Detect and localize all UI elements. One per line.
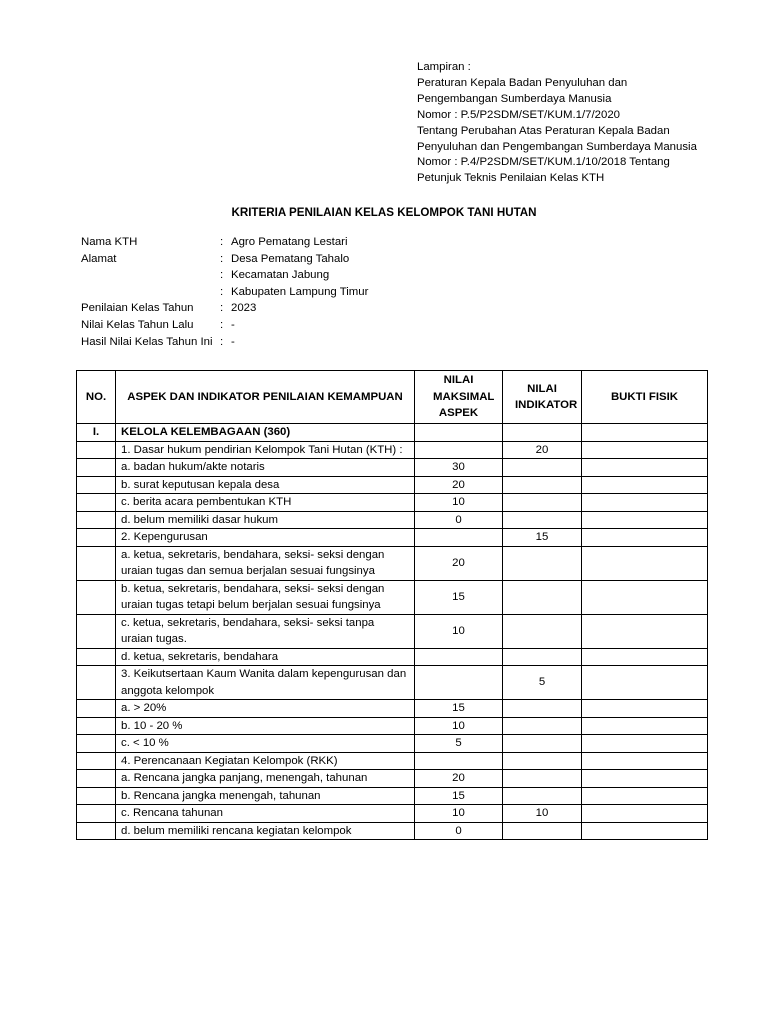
cell-nilai-maksimal [415,752,503,770]
cell-nilai-maksimal: 15 [415,700,503,718]
cell-bukti-fisik [582,476,708,494]
cell-aspek: 4. Perencanaan Kegiatan Kelompok (RKK) [116,752,415,770]
cell-nilai-indikator [503,822,582,840]
cell-bukti-fisik [582,529,708,547]
cell-no [77,459,116,477]
cell-bukti-fisik [582,614,708,648]
table-row [77,787,708,805]
cell-nilai-indikator [503,752,582,770]
lampiran-line: Pengembangan Sumberdaya Manusia [417,92,612,105]
table-row [77,770,708,788]
table-row [77,529,708,547]
lampiran-block [417,60,697,187]
lampiran-line: Tentang Perubahan Atas Peraturan Kepala Badan [417,124,670,137]
cell-bukti-fisik [582,770,708,788]
cell-no [77,494,116,512]
cell-aspek: 2. Kepengurusan [116,529,415,547]
cell-nilai-maksimal: 20 [415,546,503,580]
cell-nilai-indikator [503,494,582,512]
info-value: 2023 [231,302,257,315]
cell-aspek: a. badan hukum/akte notaris [116,459,415,477]
info-colon: : [220,318,224,331]
cell-bukti-fisik [582,666,708,700]
cell-bukti-fisik [582,459,708,477]
cell-nilai-maksimal [415,441,503,459]
cell-nilai-indikator: 5 [503,666,582,700]
header-no: NO. [77,371,116,424]
cell-nilai-maksimal: 10 [415,717,503,735]
cell-bukti-fisik [582,822,708,840]
cell-nilai-indikator [503,614,582,648]
info-value: Kabupaten Lampung Timur [231,285,369,298]
info-key: Alamat [81,252,117,265]
info-colon: : [220,236,224,248]
cell-no [77,648,116,666]
table-row [77,752,708,770]
cell-nilai-maksimal: 10 [415,494,503,512]
info-row [81,286,368,303]
info-colon: : [220,302,224,315]
cell-nilai-indikator [503,424,582,442]
cell-nilai-indikator: 20 [503,441,582,459]
info-key: Nilai Kelas Tahun Lalu [81,318,194,331]
cell-nilai-indikator [503,648,582,666]
cell-aspek: c. Rencana tahunan [116,805,415,823]
cell-bukti-fisik [582,787,708,805]
cell-bukti-fisik [582,441,708,459]
table-row [77,511,708,529]
table-row [77,805,708,823]
cell-bukti-fisik [582,717,708,735]
info-key [81,269,220,286]
cell-bukti-fisik [582,580,708,614]
cell-no [77,511,116,529]
cell-no [77,700,116,718]
cell-nilai-maksimal [415,424,503,442]
cell-nilai-indikator [503,700,582,718]
cell-nilai-maksimal [415,648,503,666]
cell-no [77,546,116,580]
cell-aspek: b. Rencana jangka menengah, tahunan [116,787,415,805]
table-row [77,424,708,442]
cell-bukti-fisik [582,424,708,442]
table-row [77,459,708,477]
cell-aspek: 3. Keikutsertaan Kaum Wanita dalam kepengurusan dan anggota kelompok [116,666,415,700]
info-key: Penilaian Kelas Tahun [81,302,194,315]
cell-aspek: d. belum memiliki dasar hukum [116,511,415,529]
table-row [77,822,708,840]
assessment-table [76,370,708,840]
info-value: - [231,335,235,348]
cell-nilai-maksimal: 10 [415,614,503,648]
info-value: - [231,318,235,331]
lampiran-line: Petunjuk Teknis Penilaian Kelas KTH [417,172,605,185]
cell-aspek: c. ketua, sekretaris, bendahara, seksi- seksi tanpa uraian tugas. [116,614,415,648]
cell-no [77,735,116,753]
cell-nilai-maksimal: 10 [415,805,503,823]
cell-nilai-maksimal: 30 [415,459,503,477]
header-aspek: ASPEK DAN INDIKATOR PENILAIAN KEMAMPUAN [116,371,415,424]
cell-no [77,822,116,840]
info-row [81,302,368,319]
cell-no [77,666,116,700]
cell-nilai-maksimal: 15 [415,580,503,614]
cell-nilai-indikator: 10 [503,805,582,823]
cell-bukti-fisik [582,546,708,580]
cell-aspek: KELOLA KELEMBAGAAN (360) [116,424,415,442]
table-row [77,700,708,718]
info-key: Hasil Nilai Kelas Tahun Ini [81,335,213,348]
table-header-row [77,371,708,424]
cell-aspek: b. 10 - 20 % [116,717,415,735]
cell-aspek: c. berita acara pembentukan KTH [116,494,415,512]
cell-aspek: a. ketua, sekretaris, bendahara, seksi- seksi dengan uraian tugas dan semua berjalan sesuai fungsinya [116,546,415,580]
kth-info-table [81,236,368,352]
lampiran-line: Nomor : P.5/P2SDM/SET/KUM.1/7/2020 [417,108,621,121]
cell-nilai-maksimal: 15 [415,787,503,805]
info-colon: : [220,285,224,298]
info-value: Agro Pematang Lestari [231,236,348,248]
cell-nilai-indikator: 15 [503,529,582,547]
table-row [77,546,708,580]
cell-no [77,717,116,735]
cell-aspek: c. < 10 % [116,735,415,753]
info-row [81,236,368,253]
info-row [81,336,368,353]
cell-no [77,529,116,547]
cell-nilai-indikator [503,459,582,477]
table-row [77,494,708,512]
cell-bukti-fisik [582,494,708,512]
cell-nilai-maksimal: 5 [415,735,503,753]
cell-nilai-indikator [503,511,582,529]
table-row [77,717,708,735]
document-title: KRITERIA PENILAIAN KELAS KELOMPOK TANI HUTAN [231,206,537,219]
cell-bukti-fisik [582,805,708,823]
cell-nilai-indikator [503,476,582,494]
table-row [77,580,708,614]
cell-nilai-indikator [503,717,582,735]
cell-aspek: a. > 20% [116,700,415,718]
cell-no [77,441,116,459]
cell-bukti-fisik [582,735,708,753]
cell-no [77,580,116,614]
cell-aspek: a. Rencana jangka panjang, menengah, tahunan [116,770,415,788]
cell-nilai-indikator [503,735,582,753]
cell-no [77,805,116,823]
lampiran-line: Penyuluhan dan Pengembangan Sumberdaya Manusia [417,140,697,153]
header-nilai-maksimal: NILAI MAKSIMAL ASPEK [415,371,503,424]
cell-nilai-indikator [503,546,582,580]
table-row [77,614,708,648]
table-row [77,441,708,459]
info-colon: : [220,252,224,265]
info-row [81,319,368,336]
cell-nilai-maksimal [415,529,503,547]
cell-nilai-maksimal: 20 [415,476,503,494]
table-row [77,648,708,666]
lampiran-line: Lampiran : [417,61,471,73]
cell-no: I. [77,424,116,442]
cell-bukti-fisik [582,648,708,666]
cell-no [77,752,116,770]
info-value: Kecamatan Jabung [231,269,330,282]
cell-bukti-fisik [582,511,708,529]
info-colon: : [220,335,224,348]
cell-aspek: b. ketua, sekretaris, bendahara, seksi- seksi dengan uraian tugas tetapi belum berjalan sesuai fungsinya [116,580,415,614]
cell-nilai-maksimal: 0 [415,822,503,840]
table-row [77,476,708,494]
lampiran-line: Nomor : P.4/P2SDM/SET/KUM.1/10/2018 Tentang [417,156,670,169]
info-key [81,286,220,303]
info-colon: : [220,269,224,282]
cell-no [77,614,116,648]
cell-nilai-indikator [503,770,582,788]
header-nilai-indikator: NILAI INDIKATOR [503,371,582,424]
cell-nilai-maksimal: 0 [415,511,503,529]
cell-aspek: d. ketua, sekretaris, bendahara [116,648,415,666]
cell-no [77,770,116,788]
table-row [77,666,708,700]
cell-nilai-indikator [503,580,582,614]
info-value: Desa Pematang Tahalo [231,252,350,265]
cell-no [77,787,116,805]
info-key: Nama KTH [81,236,138,248]
cell-bukti-fisik [582,700,708,718]
cell-nilai-indikator [503,787,582,805]
lampiran-line: Peraturan Kepala Badan Penyuluhan dan [417,76,628,89]
header-bukti-fisik: BUKTI FISIK [582,371,708,424]
cell-aspek: b. surat keputusan kepala desa [116,476,415,494]
cell-aspek: 1. Dasar hukum pendirian Kelompok Tani Hutan (KTH) : [116,441,415,459]
cell-aspek: d. belum memiliki rencana kegiatan kelompok [116,822,415,840]
cell-bukti-fisik [582,752,708,770]
cell-no [77,476,116,494]
cell-nilai-maksimal: 20 [415,770,503,788]
info-row [81,269,368,286]
cell-nilai-maksimal [415,666,503,700]
table-row [77,735,708,753]
info-row [81,253,368,270]
